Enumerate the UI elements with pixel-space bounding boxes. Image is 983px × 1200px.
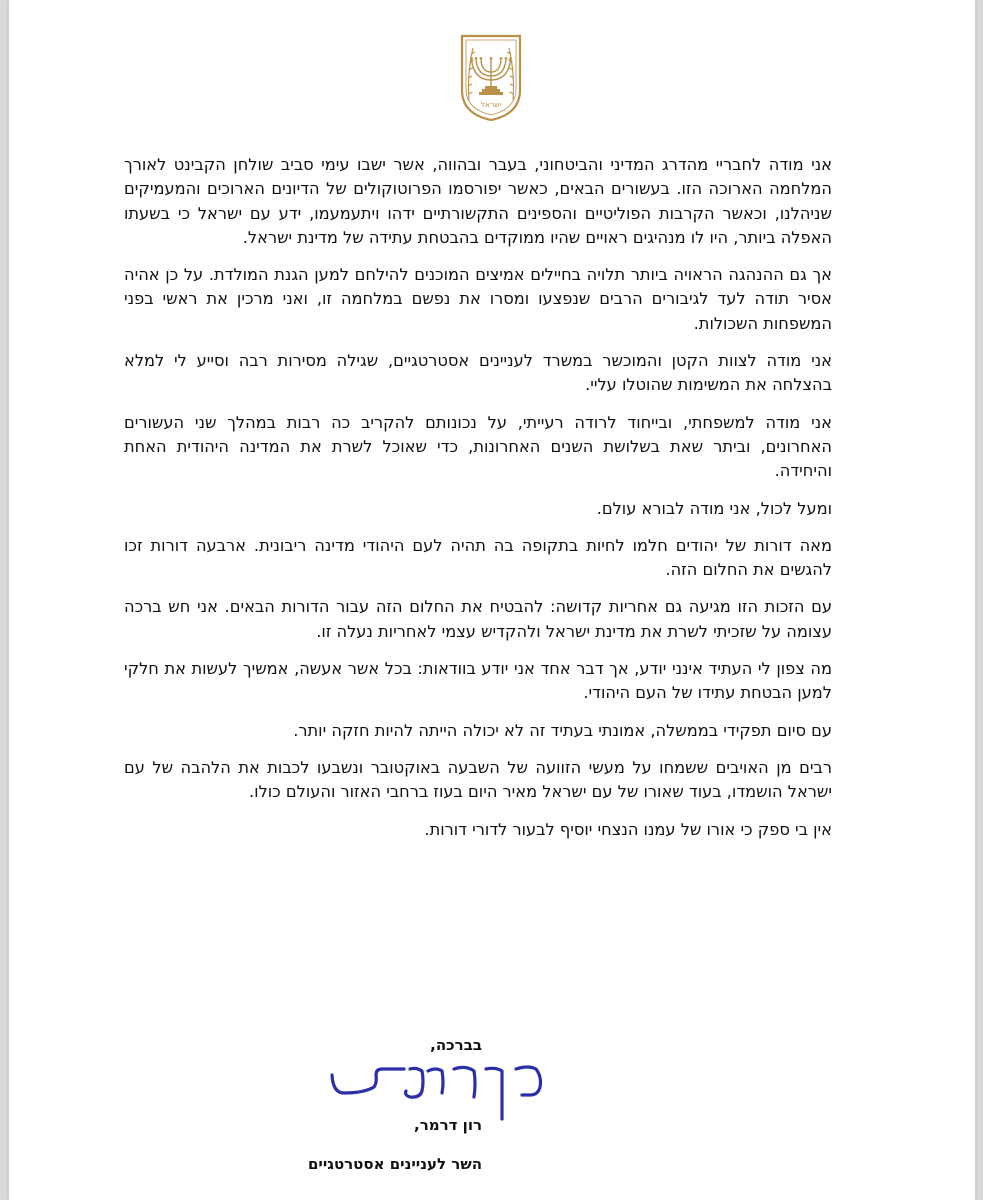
paragraph: אני מודה למשפחתי, ובייחוד לרודה רעייתי, על נכונותם להקריב כה רבות במהלך שני העשורים האחרונים, וביתר שאת בשלושת השנים האחרונות, כדי שאוכל לשרת את המדינה היהודית האחת והיחידה. [124,412,832,481]
israel-state-emblem-icon [456,30,526,122]
emblem-caption: ישראל [480,100,502,109]
paragraph: אין בי ספק כי אורו של עמנו הנצחי יוסיף לבעור לדורי דורות. [424,819,832,839]
letter-body [124,153,832,855]
paragraph: עם סיום תפקידי בממשלה, אמונתי בעתיד זה לא יכולה הייתה להיות חזקה יותר. [293,720,832,740]
closing-salutation: בברכה, [430,1036,482,1054]
paragraph: רבים מן האויבים ששמחו על מעשי הזוועה של השבעה באוקטובר ונשבעו לכבות את הלהבה של עם ישראל הושמדו, בעוד שאורו של עם ישראל מאיר היום בעוז ברחבי האזור והעולם כולו. [124,757,832,802]
signer-title: השר לעניינים אסטרטגיים [307,1155,482,1173]
handwritten-signature [324,1053,554,1125]
paragraph: מאה דורות של יהודים חלמו לחיות בתקופה בה תהיה לעם היהודי מדינה ריבונית. ארבעה דורות זכו להגשים את החלום הזה. [124,535,832,580]
paragraph: עם הזכות הזו מגיעה גם אחריות קדושה: להבטיח את החלום הזה עבור הדורות הבאים. אני חש ברכה עצומה על שזכיתי לשרת את מדינת ישראל ולהקדיש עצמי לאחריות נעלה זו. [124,597,832,641]
letter-page [8,0,976,1200]
paragraph: אני מודה לחבריי מהדרג המדיני והביטחוני, בעבר ובהווה, אשר ישבו עימי סביב שולחן הקבינט לאורך המלחמה הארוכה הזו. בעשורים הבאים, כאשר יפורסמו הפרוטוקולים של הדיונים הארוכים והמעמיקים שניהלנו, וכאשר הקרבות הפוליטיים והספינים התקשורתיים ידהו ויתעמעמו, ידע עם ישראל כי בשעתו האפלה ביותר, היו לו מנהיגים ראויים שהיו ממוקדים בהבטחת עתידה של מדינת ישראל. [124,155,832,247]
paragraph: מה צפון לי העתיד אינני יודע, אך דבר אחד אני יודע בוודאות: בכל אשר אעשה, אמשיך לעשות את חלקי למען הבטחת עתידו של העם היהודי. [124,659,832,703]
paragraph: ומעל לכול, אני מודה לבורא עולם. [596,498,832,518]
paragraph: אך גם ההנהגה הראויה ביותר תלויה בחיילים אמיצים המוכנים להילחם למען הגנת המולדת. על כן אהיה אסיר תודה לעד לגיבורים הרבים שנפצעו ומסרו את נפשם במלחמה זו, ואני מרכין את ראשי בפני המשפחות השכולות. [124,265,832,333]
signer-name: רון דרמר, [414,1116,482,1134]
paragraph: אני מודה לצוות הקטן והמוכשר במשרד לעניינים אסטרטגיים, שגילה מסירות רבה וסייע לי למלא בהצלחה את המשימות שהוטלו עליי. [124,351,832,395]
